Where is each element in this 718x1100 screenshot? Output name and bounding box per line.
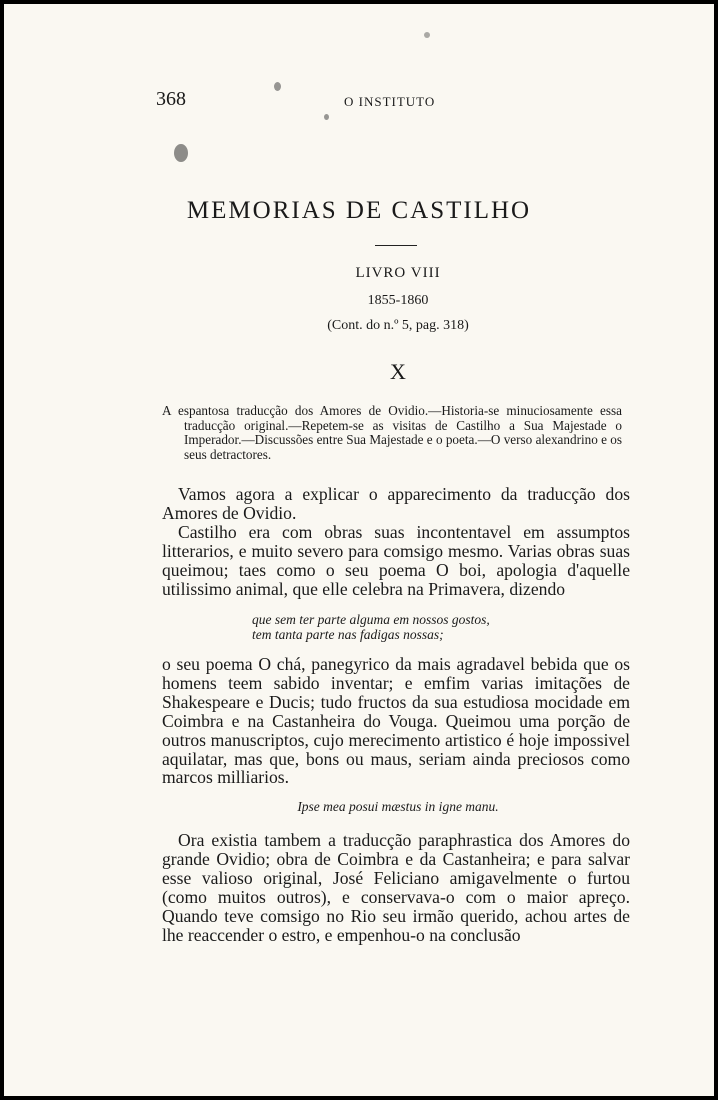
- continuation-note: (Cont. do n.º 5, pag. 318): [327, 318, 469, 333]
- title-rule: [375, 245, 417, 246]
- book-heading: LIVRO VIII: [355, 265, 441, 281]
- body-column-bottom: [162, 831, 630, 944]
- ink-speck: [174, 144, 188, 162]
- paragraph: Ora existia tambem a traducção paraphrastica dos Amores do grande Ovidio; obra de Coimbra e da Castanheira; e para salvar esse valioso original, José Feliciano amigavelmente o furtou (como muitos outros), e conservava-o com o maior apreço. Quando teve comsigo no Rio seu irmão querido, achou artes de lhe reaccender o estro, e empenhou-o na conclusão: [162, 830, 630, 945]
- latin-quote: Ipse mea posui mæstus in igne manu.: [297, 799, 499, 814]
- body-column-top: [162, 485, 630, 598]
- year-range: 1855-1860: [367, 293, 429, 308]
- ink-speck: [274, 82, 281, 91]
- paragraph: Vamos agora a explicar o apparecimento da traducção dos Amores de Ovidio.: [162, 484, 630, 523]
- scanned-page: [4, 4, 714, 1096]
- ink-speck: [424, 32, 430, 38]
- page-number: 368: [156, 88, 186, 110]
- chapter-number: X: [390, 359, 406, 384]
- verse-quote: [252, 612, 490, 642]
- paragraph: o seu poema O chá, panegyrico da mais agradavel bebida que os homens teem sabido inventar; e emfim varias imitações de Shakespeare e Ducis; tudo fructos da sua estudiosa mocidade em Coimbra e na Castanheira do Vouga. Queimou uma porção de outros manuscriptos, cujo merecimento artistico é hoje impossivel aquilatar, mas que, bons ou maus, seriam ainda preciosos como marcos milliarios.: [162, 654, 630, 788]
- body-column-middle: [162, 655, 630, 787]
- paragraph: Castilho era com obras suas incontentavel em assumptos litterarios, e muito severo para comsigo mesmo. Varias obras suas queimou; taes como o seu poema O boi, apologia d'aquelle utilissimo animal, que elle celebra na Primavera, dizendo: [162, 521, 630, 599]
- verse-line: que sem ter parte alguma em nossos gostos,: [252, 612, 490, 627]
- chapter-summary: [162, 404, 622, 462]
- running-head: O INSTITUTO: [344, 94, 436, 109]
- verse-line: tem tanta parte nas fadigas nossas;: [252, 627, 444, 642]
- ink-speck: [324, 114, 329, 120]
- chapter-summary-text: A espantosa traducção dos Amores de Ovidio.—Historia-se minuciosamente essa traducção original.—Repetem-se as visitas de Castilho a Sua Majestade o Imperador.—Discussões entre Sua Majestade e o poeta.—O verso alexandrino e os seus detractores.: [162, 403, 622, 462]
- article-title: MEMORIAS DE CASTILHO: [186, 197, 532, 224]
